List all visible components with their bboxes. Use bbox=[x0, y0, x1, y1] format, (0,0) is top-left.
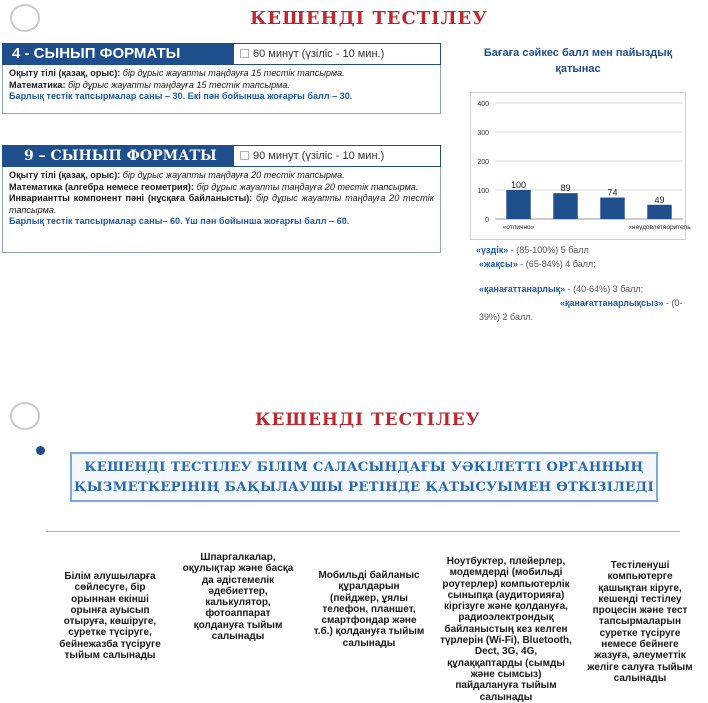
rule-column-cheatsheets bbox=[174, 552, 302, 642]
slide-testing-rules bbox=[0, 398, 708, 703]
slide-title: КЕШЕНДІ ТЕСТІЛЕУ bbox=[255, 410, 481, 430]
format-9-summary: Барлық тестік тапсырмалар саны– 60. Үш пән бойынша жоғарғы балл – 60. bbox=[9, 216, 350, 227]
legend-good: «жақсы» - (65-84%) 4 балл; bbox=[479, 259, 596, 269]
y-tick-label: 200 bbox=[477, 159, 489, 166]
bar bbox=[600, 198, 624, 219]
rule-line: (пейджер, ұялы bbox=[330, 592, 408, 604]
y-tick-label: 0 bbox=[485, 217, 489, 224]
rule-line: Шпаргалкалар, bbox=[200, 552, 276, 563]
slide-title: КЕШЕНДІ ТЕСТІЛЕУ bbox=[250, 8, 488, 29]
rule-column-devices bbox=[436, 556, 576, 703]
chart-canvas bbox=[471, 93, 691, 241]
rule-line: бейнежазба түсіруге bbox=[59, 638, 161, 650]
rule-line: суретке түсіруге bbox=[599, 627, 681, 639]
bar-value-label: 74 bbox=[607, 187, 618, 198]
rule-line: Тестіленуші bbox=[610, 560, 670, 571]
rule-line: суретке түсіруге, bbox=[68, 627, 152, 639]
checkbox-icon bbox=[240, 49, 249, 58]
rule-line: түрлерін (Wi-Fi), Bluetooth, bbox=[440, 635, 572, 647]
bar-value-label: 100 bbox=[510, 180, 527, 190]
rule-line: тыйым салынады bbox=[64, 650, 156, 662]
divider bbox=[46, 531, 680, 532]
bar bbox=[506, 190, 530, 219]
rule-line: байланыстың кез келген bbox=[444, 623, 568, 635]
rule-line: Ноутбуктер, плейерлер, bbox=[446, 556, 566, 567]
emblem-logo bbox=[10, 4, 40, 32]
banner-line: КЕШЕНДІ ТЕСТІЛЕУ БІЛІМ САЛАСЫНДАҒЫ УӘКІЛЕТТІ ОРГАННЫҢ bbox=[84, 460, 644, 475]
rule-line: әдебиеттер, bbox=[208, 585, 268, 597]
rule-line: оқулықтар және басқа bbox=[182, 563, 294, 575]
rule-column-remote-access bbox=[576, 560, 704, 684]
supervision-banner bbox=[70, 452, 658, 502]
rule-line: Мобильді байланыс bbox=[318, 570, 420, 581]
rule-line: жазуға, әлеуметтік bbox=[594, 650, 686, 662]
rule-line: құралдарын bbox=[338, 581, 400, 593]
rule-line: пайдалануға тыйым bbox=[455, 680, 557, 692]
rule-line: отыруға, көшіруге, bbox=[63, 616, 157, 628]
rule-line: желіге салуға тыйым bbox=[587, 661, 693, 673]
legend-excellent: «үздік» - (85-100%) 5 балл bbox=[476, 245, 589, 255]
legend-satisfactory: «қанағаттанарлық» - (40-64%) 3 балл; bbox=[479, 284, 644, 294]
rule-line: телефон, планшет, bbox=[322, 603, 416, 615]
legend-unsatisfactory: «қанағаттанарлықсыз» - (0- bbox=[560, 298, 683, 308]
rule-line: радиоэлектрондық bbox=[458, 612, 554, 624]
format-9-details bbox=[2, 167, 441, 253]
format-9-line-invariant: Инвариантты компонент пәні (нұсқаға байланысты): бір дұрыс жауапты таңдауға 20 тестік тапсырма. bbox=[9, 193, 434, 215]
rule-line: қолдануға тыйым bbox=[193, 619, 283, 631]
format-4-header bbox=[2, 43, 441, 65]
rule-line: орынға ауысып bbox=[70, 604, 150, 616]
rule-line: салынады bbox=[479, 691, 533, 703]
rule-line: тапсырмаларын bbox=[598, 616, 681, 628]
rule-column-mobile bbox=[304, 570, 434, 649]
rule-line: смартфондар және bbox=[321, 615, 417, 627]
format-4-duration: 60 минут (үзіліс - 10 мин.) bbox=[233, 43, 441, 65]
rule-line: Dect, 3G, 4G, bbox=[474, 646, 538, 658]
legend-unsatisfactory-cont: 39%) 2 балл. bbox=[479, 312, 533, 322]
rule-line: сөйлесуге, бір bbox=[74, 582, 146, 594]
format-4-line-language: Оқыту тілі (қазақ, орыс): бір дұрыс жауапты таңдауға 15 тестік тапсырма. bbox=[9, 68, 345, 78]
rule-line: қашықтан кіруге, bbox=[598, 582, 682, 594]
bar-value-label: 89 bbox=[560, 183, 571, 194]
rule-line: немесе бейнеге bbox=[601, 639, 679, 651]
rule-line: фотоаппарат bbox=[205, 608, 271, 620]
rule-line: кешенді тестілеу bbox=[598, 593, 682, 605]
emblem-logo bbox=[10, 402, 40, 430]
chart-title: Бағаға сәйкес балл мен пайыздық қатынас bbox=[483, 47, 673, 75]
grade-score-chart bbox=[470, 92, 691, 240]
bar bbox=[553, 193, 577, 219]
rule-line: роутерлер) компьютерлік bbox=[442, 578, 570, 590]
format-9-duration: 90 минут (үзіліс - 10 мин.) bbox=[233, 145, 441, 167]
format-9-label: 9 – СЫНЫП ФОРМАТЫ bbox=[2, 145, 233, 167]
y-tick-label: 400 bbox=[477, 101, 489, 108]
format-9-line-language: Оқыту тілі (қазақ, орыс): бір дұрыс жауапты таңдауға 20 тестік тапсырма. bbox=[9, 170, 345, 180]
rule-line: салынады bbox=[211, 631, 265, 643]
x-category-label: «неудовлетворитель bbox=[628, 224, 691, 231]
rule-line: компьютерге bbox=[607, 571, 673, 583]
x-category-label: «отлично» bbox=[502, 224, 535, 231]
format-9-header bbox=[2, 145, 441, 167]
rule-line: салынады bbox=[613, 672, 667, 684]
rule-line: Білім алушыларға bbox=[64, 571, 156, 582]
rule-line: сыныпқа (аудиторияға) bbox=[447, 589, 565, 601]
slide-separator bbox=[0, 356, 708, 398]
rule-line: салынады bbox=[342, 637, 396, 649]
rule-line: процесін және тест bbox=[592, 605, 688, 617]
bar-value-label: 49 bbox=[654, 194, 665, 205]
bar bbox=[647, 205, 671, 219]
format-4-summary: Барлық тестік тапсырмалар саны – 30. Екі пән бойынша жоғарғы балл – 30. bbox=[9, 91, 353, 102]
rule-line: құлаққаптарды (сымды bbox=[447, 657, 565, 669]
rule-line: т.б.) қолдануға тыйым bbox=[313, 626, 425, 638]
rule-line: орыннан екінші bbox=[71, 593, 149, 605]
format-4-line-math: Математика: бір дұрыс жауапты таңдауға 15 тестік тапсырма. bbox=[9, 79, 290, 90]
rule-line: да әдістемелік bbox=[201, 574, 275, 586]
y-tick-label: 100 bbox=[477, 188, 489, 195]
bullet-icon bbox=[36, 446, 45, 455]
rule-line: кіргізуге және қолдануға, bbox=[444, 601, 568, 613]
format-4-details bbox=[2, 65, 441, 114]
format-4-label: 4 - СЫНЫП ФОРМАТЫ bbox=[2, 43, 233, 65]
rule-column-students bbox=[46, 571, 174, 661]
y-tick-label: 300 bbox=[477, 130, 489, 137]
rule-line: және сымсыз) bbox=[470, 668, 542, 680]
rule-line: калькулятор, bbox=[205, 597, 271, 609]
rule-line: модемдерді (мобильді bbox=[449, 567, 563, 579]
checkbox-icon bbox=[240, 151, 249, 160]
format-9-line-math: Математика (алгебра немесе геометрия): бір дұрыс жауапты таңдауға 20 тестік тапсырма. bbox=[9, 181, 419, 192]
banner-line: ҚЫЗМЕТКЕРІНІҢ БАҚЫЛАУШЫ РЕТІНДЕ ҚАТЫСУЫМЕН ӨТКІЗІЛЕДІ bbox=[73, 480, 655, 495]
